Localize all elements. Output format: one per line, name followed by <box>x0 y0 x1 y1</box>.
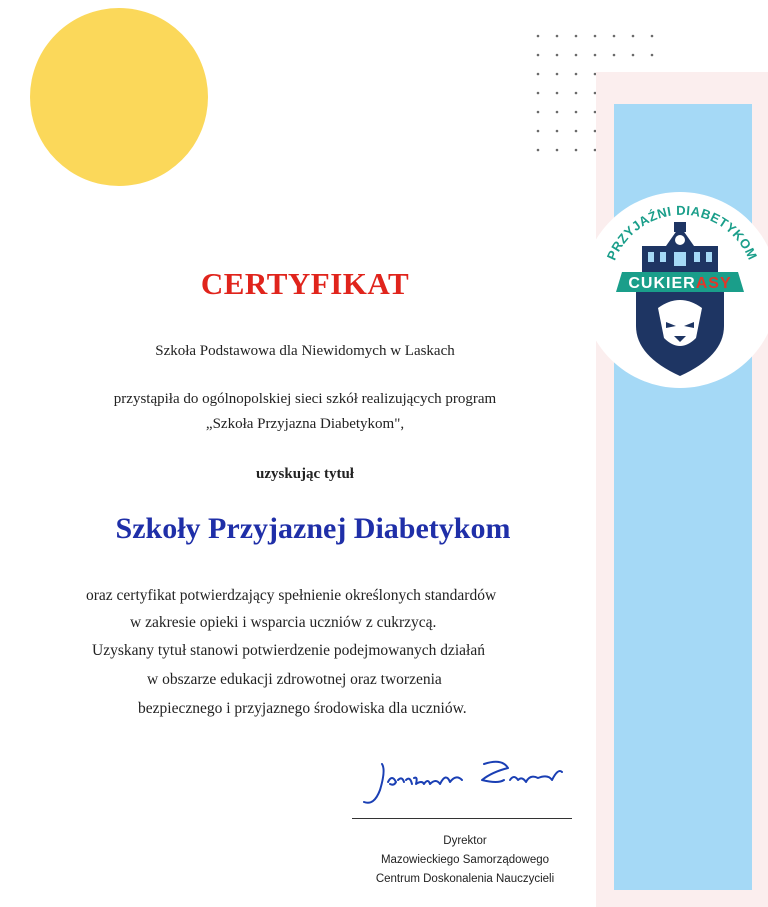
joined-line: przystąpiła do ogólnopolskiej sieci szkół realizujących program <box>113 391 497 407</box>
program-name: „Szkoła Przyjazna Diabetykom", <box>205 416 405 432</box>
decorative-dot <box>575 130 578 133</box>
signatory-role: Dyrektor <box>443 835 487 847</box>
decorative-dot <box>537 73 540 76</box>
decorative-dot <box>537 92 540 95</box>
decorative-dot <box>651 35 654 38</box>
decorative-dot <box>575 92 578 95</box>
decorative-dot <box>575 54 578 57</box>
decorative-dot <box>537 54 540 57</box>
decorative-dot <box>537 149 540 152</box>
decorative-dot <box>594 54 597 57</box>
signatory-org-line-1: Mazowieckiego Samorządowego <box>380 854 550 866</box>
decorative-yellow-circle <box>30 8 208 186</box>
decorative-dot <box>651 54 654 57</box>
decorative-dot <box>556 149 559 152</box>
decorative-dot <box>575 149 578 152</box>
decorative-dot <box>556 130 559 133</box>
decorative-dot <box>537 35 540 38</box>
clock-icon <box>675 235 685 245</box>
school-name: Szkoła Podstawowa dla Niewidomych w Laskach <box>155 343 455 359</box>
decorative-dot <box>632 35 635 38</box>
award-title: Szkoły Przyjaznej Diabetykom <box>115 512 511 545</box>
decorative-dot <box>594 35 597 38</box>
obtaining-label: uzyskując tytuł <box>256 466 354 482</box>
decorative-dot <box>575 111 578 114</box>
decorative-dot <box>556 73 559 76</box>
body-line-1: oraz certyfikat potwierdzający spełnienie określonych standardów <box>86 587 497 604</box>
body-line-5: bezpiecznego i przyjaznego środowiska dla uczniów. <box>138 700 467 717</box>
decorative-dot <box>537 111 540 114</box>
signatory-org-line-2: Centrum Doskonalenia Nauczycieli <box>375 873 555 885</box>
decorative-dot <box>537 130 540 133</box>
decorative-dot <box>632 54 635 57</box>
body-line-4: w obszarze edukacji zdrowotnej oraz tworzenia <box>147 671 442 688</box>
banner-text-asy: ASY <box>695 275 732 292</box>
decorative-dot <box>556 54 559 57</box>
decorative-dot <box>556 111 559 114</box>
decorative-dot <box>613 35 616 38</box>
decorative-dot <box>575 35 578 38</box>
decorative-dot <box>613 54 616 57</box>
body-line-2: w zakresie opieki i wsparcia uczniów z cukrzycą. <box>130 614 437 631</box>
svg-text:CUKIERASY <box>628 275 731 292</box>
decorative-dot <box>556 92 559 95</box>
certificate-title: CERTYFIKAT <box>200 266 410 301</box>
decorative-dot <box>556 35 559 38</box>
handwritten-signature <box>352 750 578 810</box>
badge-arc-text: PRZYJAŹNI DIABETYKOM <box>603 202 761 263</box>
signature-line <box>352 818 572 819</box>
banner-text-cukier: CUKIER <box>628 275 696 292</box>
decorative-dot <box>575 73 578 76</box>
body-line-3: Uzyskany tytuł stanowi potwierdzenie podejmowanych działań <box>92 642 485 659</box>
